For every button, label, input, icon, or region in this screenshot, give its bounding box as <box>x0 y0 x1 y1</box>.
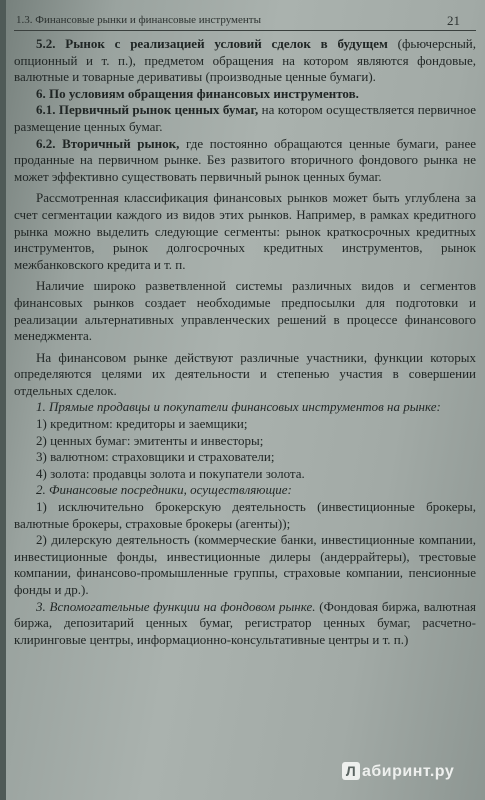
paragraph-segments: Наличие широко разветвленной системы различных видов и сегментов финансовых рынков создает необходимые предпосылки для подготовки и реализации альтернативных управленческих решений в процессе финансового менеджмента. <box>14 278 476 344</box>
page-header <box>14 8 476 31</box>
list-1-item: 4) золота: продавцы золота и покупатели золота. <box>36 465 305 481</box>
section-6-1 <box>14 102 476 135</box>
paragraph-participants: На финансовом рынке действуют различные участники, функции которых определяются целями их деятельности и степенью участия в совершении отдельных сделок. <box>14 349 476 398</box>
section-6-2-text: где постоянно обращаются ценные бумаги, ранее проданные на первичном рынке. Без развитого вторичного фондового рынка не может эффективно существовать первичный рынок ценных бумаг. <box>14 135 476 184</box>
paragraph-classification: Рассмотренная классификация финансовых рынков может быть углублена за счет сегментации каждого из видов этих рынков. Например, в рамках кредитного рынка можно выделить следующие сегменты: рынок краткосрочных кредитных инструментов, рынок долгосрочных кредитных инструментов, рынок межбанковского кредита и т. п. <box>14 190 476 272</box>
running-title: 1.3. Финансовые рынки и финансовые инструменты <box>16 14 261 26</box>
section-6-2 <box>14 136 476 186</box>
section-5-2-title: 5.2. Рынок с реализацией условий сделок в будущем <box>36 36 388 51</box>
list-3-title: 3. Вспомогательные функции на фондовом рынке. <box>36 598 316 614</box>
labirint-logo-icon: Л <box>342 762 360 780</box>
list-2-item: 1) исключительно брокерскую деятельность (инвестиционные брокеры, валютные брокеры, страховые брокеры (агенты)); <box>14 499 476 531</box>
list-3 <box>14 599 476 649</box>
labirint-watermark <box>342 762 454 781</box>
list-3-text: (Фондовая биржа, валютная биржа, депозитарий ценных бумаг, регистратор ценных бумаг, расчетно-клиринговые центры, информационно-консультативные центры и т. п.) <box>14 598 477 647</box>
watermark-text: абиринт.ру <box>362 763 455 780</box>
list-1-item: 3) валютном: страховщики и страхователи; <box>36 449 275 465</box>
list-1-title: 1. Прямые продавцы и покупатели финансовых инструментов на рынке: <box>36 399 441 415</box>
list-2-item: 2) дилерскую деятельность (коммерческие банки, инвестиционные компании, инвестиционные фонды, инвестиционные дилеры (андеррайтеры), трестовые компании, финансово-промышленные группы, страховые компании, пенсионные фонды и др.). <box>14 532 476 597</box>
page-body <box>14 36 476 648</box>
section-6-heading: 6. По условиям обращения финансовых инструментов. <box>36 85 359 101</box>
section-6-1-text: на котором осуществляется первичное размещение ценных бумаг. <box>14 102 477 134</box>
list-1-item: 2) ценных бумаг: эмитенты и инвесторы; <box>36 432 264 448</box>
section-5-2-text: (фьючерсный, опционный и т. п.), предметом обращения на котором являются фондовые, валютные и товарные деривативы (производные ценные бумаги). <box>14 36 477 85</box>
page-number: 21 <box>447 13 460 28</box>
list-1-item: 1) кредитном: кредиторы и заемщики; <box>36 416 248 432</box>
book-page <box>6 0 485 800</box>
section-5-2 <box>14 36 476 86</box>
section-6-2-title: 6.2. Вторичный рынок, <box>36 135 180 151</box>
list-2-title: 2. Финансовые посредники, осуществляющие: <box>36 482 292 498</box>
section-6-1-title: 6.1. Первичный рынок ценных бумаг, <box>36 102 259 118</box>
